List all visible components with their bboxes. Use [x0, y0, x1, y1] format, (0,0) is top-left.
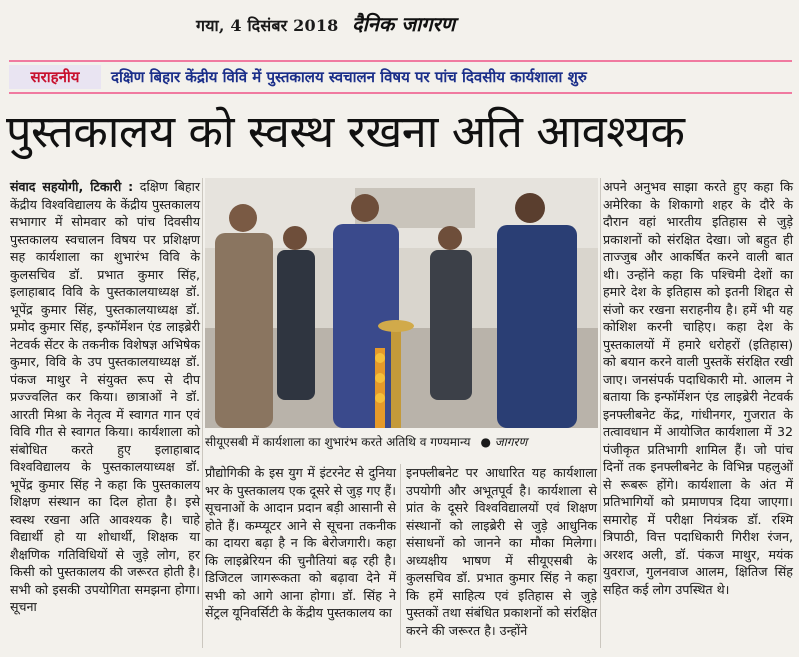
article-column-middle-1	[205, 464, 396, 622]
byline: संवाद सहयोगी, टिकारी :	[10, 179, 134, 194]
article-column-left	[10, 178, 200, 616]
article-column-middle-2	[406, 464, 597, 639]
column-divider	[202, 178, 203, 648]
column-left-text: दक्षिण बिहार केंद्रीय विश्वविद्यालय के केंद्रीय पुस्तकालय सभागार में सोमवार को पांच दिवसीय पुस्तकालय स्वचालन विषय पर प्रशिक्षण सह कार्यशाला का शुभारंभ विवि के कुलसचिव डॉ. प्रभात कुमार सिंह, इलाहाबाद विवि के पुस्तकालयाध्यक्ष डॉ. भूपेंद्र कुमार सिंह, पुस्तकालयाध्यक्ष डॉ. प्रमोद कुमार सिंह, इन्फॉर्मेशन एंड लाइब्रेरी नेटवर्क सेंटर के तकनीक विशेषज्ञ अभिषेक कुमार, विवि के उप पुस्तकालयाध्यक्ष डॉ. पंकज माथुर ने संयुक्त रूप से दीप प्रज्ज्वलित कर किया। छात्राओं ने डॉ. आरती मिश्रा के नेतृत्व में स्वागत गान एवं विवि गीत से स्वागत किया। कार्यशाला को संबोधित करते हुए इलाहाबाद विश्वविद्यालय के पुस्तकालयाध्यक्ष डॉ. भूपेंद्र कुमार सिंह ने कहा कि पुस्तकालय शिक्षण संस्थान का दिल होता है। इसे स्वस्थ रखना अति आवश्यक है। चाहे विद्यार्थी हो या शोधार्थी, शिक्षक या शैक्षणिक गतिविधियों से जुड़े लोग, हर किसी को पुस्तकालय की जरूरत होती है। सभी को इसकी उपयोगिता समझना होगा। सूचना	[10, 179, 201, 614]
kicker-tag: सराहनीय	[9, 65, 101, 89]
photo-caption	[205, 430, 598, 454]
headline: पुस्तकालय को स्वस्थ रखना अति आवश्यक	[6, 105, 685, 158]
kicker-subheadline: दक्षिण बिहार केंद्रीय विवि में पुस्तकालय स्वचालन विषय पर पांच दिवसीय कार्यशाला शुरु	[111, 68, 587, 86]
column-middle-2-text: इनफ्लीबनेट पर आधारित यह कार्यशाला उपयोगी और अभूतपूर्व है। कार्यशाला से प्रांत के दूसरे विश्वविद्यालयों एवं शिक्षण संस्थानों को लाइब्रेरी से जुड़े आधुनिक संसाधनों को जानने का मौका मिलेगा। अध्यक्षीय भाषण में सीयूएसबी के कुलसचिव डॉ. प्रभात कुमार सिंह ने कहा कि हमें साहित्य एवं इतिहास से जुड़े पुस्तकों तथा संबंधित प्रकाशनों को संरक्षित करने की जरूरत है। उन्होंने	[406, 465, 597, 638]
news-photo	[205, 178, 598, 428]
photo-credit-text: जागरण	[494, 435, 528, 449]
date-line: गया, 4 दिसंबर 2018	[196, 16, 339, 35]
column-divider	[600, 178, 601, 648]
photo-credit: ● जागरण	[480, 435, 528, 449]
column-right-text: अपने अनुभव साझा करते हुए कहा कि अमेरिका के शिकागो शहर के दौरे के दौरान वहां भारतीय इतिहास से जुड़े प्रकाशनों को संरक्षित देखा। जो बहुत ही ताज्जुब और आकर्षित करने वाली बात थी। उन्होंने कहा कि पश्चिमी देशों का हमारे देश के इतिहास को इतनी शिद्दत से संजो कर रखना सराहनीय है। हमें भी यह कोशिश करनी चाहिए। कहा देश के पुस्तकालयों में हमारे धरोहरों (इतिहास) को बयान करने वाली पुस्तकें संरक्षित रखी जाए। जनसंपर्क पदाधिकारी मो. आलम ने बताया कि इन्फॉर्मेशन एंड लाइब्रेरी नेटवर्क इनफ्लीबनेट केंद्र, गांधीनगर, गुजरात के तत्वावधान में आयोजित कार्यशाला में 32 पंजीकृत प्रतिभागी शामिल हैं। जो पांच दिनों तक इनफ्लीबनेट के विभिन्न पहलुओं से रूबरू होंगे। कार्यशाला के अंत में प्रतिभागियों को प्रमाणपत्र दिया जाएगा। समारोह में परीक्षा नियंत्रक डॉ. रश्मि त्रिपाठी, वित्त पदाधिकारी गिरीश रंजन, अरशद अली, डॉ. पंकज माथुर, मयंक युवराज, गुलनवाज आलम, क्षितिज सिंह सहित कई लोग उपस्थित थे।	[603, 179, 793, 597]
kicker-bar	[9, 60, 792, 94]
newspaper-logo: दैनिक जागरण	[352, 12, 456, 36]
column-middle-1-text: प्रौद्योगिकी के इस युग में इंटरनेट से दुनिया भर के पुस्तकालय एक दूसरे से जुड़ गए हैं। सूचनाओं के आदान प्रदान बड़ी आसानी से होते हैं। कम्प्यूटर आने से सूचना तकनीक का दायरा बढ़ा है न कि बेरोजगारी। कहा कि लाइब्रेरियन की चुनौतियां बढ़ रही है। डिजिटल जागरूकता को बढ़ावा देने में सभी को आगे आना होगा। डॉ. सिंह ने सेंट्रल यूनिवर्सिटी के केंद्रीय पुस्तकालय का	[205, 465, 396, 620]
inauguration-photo-illustration	[205, 178, 598, 428]
article-column-right	[603, 178, 793, 598]
masthead	[0, 0, 799, 50]
column-divider	[400, 464, 401, 648]
caption-text: सीयूएसबी में कार्यशाला का शुभारंभ करते अतिथि व गण्यमान्य	[205, 435, 471, 449]
